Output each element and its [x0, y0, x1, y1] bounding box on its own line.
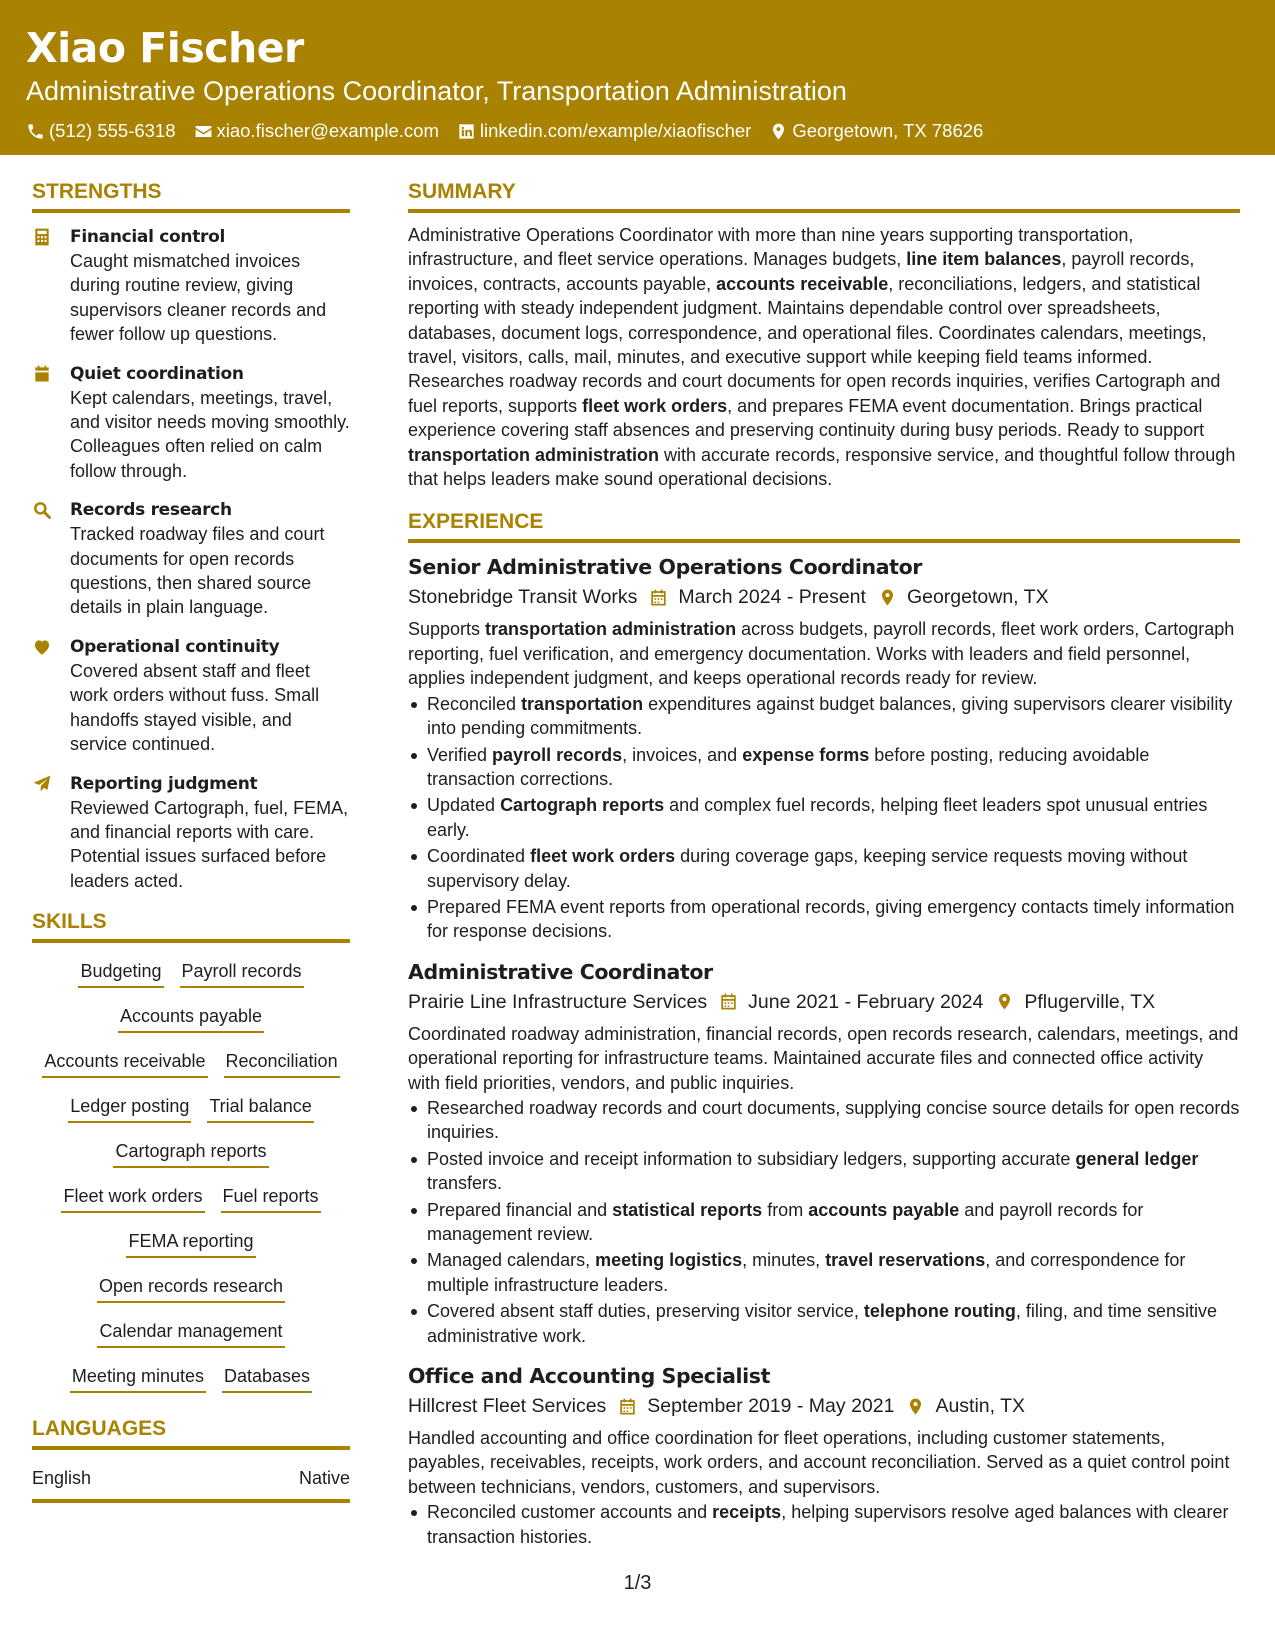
list-item: Covered absent staff duties, preserving visitor service, telephone routing, filing, and time sensitive administrative work. — [408, 1299, 1240, 1348]
heart-icon — [32, 637, 52, 657]
skill-tag: Fuel reports — [221, 1183, 321, 1213]
envelope-icon — [194, 122, 213, 141]
strength-desc: Kept calendars, meetings, travel, and visitor needs moving smoothly. Colleagues often relied on calm follow through. — [70, 387, 350, 481]
job-description: Supports transportation administration across budgets, payroll records, fleet work orders, Cartograph reporting, fuel verification, and emergency documentation. Works with leaders and field personnel, applies independent judgment, and keeps operational records ready for review. — [408, 619, 1235, 689]
skill-row — [32, 1003, 350, 1033]
strength-desc: Caught mismatched invoices during routine review, giving supervisors cleaner records and fewer follow up questions. — [70, 251, 327, 345]
strength-desc: Covered absent staff and fleet work orders without fuss. Small handoffs stayed visible, and service continued. — [70, 660, 320, 755]
languages-heading: LANGUAGES — [32, 1415, 350, 1450]
skill-row — [32, 1048, 350, 1078]
strength-title: Financial control — [70, 227, 226, 247]
contact-email[interactable] — [194, 120, 439, 142]
summary-heading: SUMMARY — [408, 178, 1240, 213]
right-column — [408, 178, 1240, 1551]
page-number: 1/3 — [623, 1572, 652, 1594]
skill-tag: Ledger posting — [68, 1093, 191, 1123]
linkedin-icon — [457, 122, 476, 141]
job-location: Pflugerville, TX — [1024, 990, 1156, 1013]
strength-item — [32, 498, 352, 620]
list-item: Reconciled customer accounts and receipts, helping supervisors resolve aged balances with clearer transaction histories. — [408, 1500, 1240, 1549]
skill-row — [32, 958, 350, 988]
job-dates: March 2024 - Present — [678, 586, 866, 609]
calculator-icon — [32, 227, 52, 247]
job-company: Hillcrest Fleet Services — [408, 1395, 607, 1418]
map-pin-icon — [995, 992, 1014, 1011]
job-meta — [408, 583, 1240, 611]
job-meta — [408, 988, 1240, 1016]
strengths-list — [32, 225, 352, 893]
strength-title: Reporting judgment — [70, 773, 258, 794]
phone-icon — [26, 122, 45, 141]
strength-title: Operational continuity — [70, 636, 280, 657]
job-title: Administrative Coordinator — [408, 959, 713, 984]
job-bullets — [408, 1096, 1240, 1348]
list-item: Managed calendars, meeting logistics, minutes, travel reservations, and correspondence for multiple infrastructure leaders. — [408, 1248, 1240, 1297]
skill-row — [32, 1363, 350, 1393]
job-title: Office and Accounting Specialist — [408, 1364, 771, 1389]
skill-tag: Calendar management — [97, 1318, 284, 1348]
list-item: Verified payroll records, invoices, and expense forms before posting, reducing avoidable transaction corrections. — [408, 743, 1240, 792]
skill-tag: Payroll records — [180, 958, 304, 988]
language-level: Native — [298, 1468, 350, 1489]
contact-phone-text: (512) 555-6318 — [49, 120, 176, 141]
calendar-icon — [618, 1397, 637, 1416]
list-item: Coordinated fleet work orders during coverage gaps, keeping service requests moving without supervisory delay. — [408, 844, 1240, 893]
contact-linkedin[interactable] — [457, 120, 751, 142]
strength-title: Records research — [70, 500, 232, 521]
job-entry — [408, 958, 1240, 1348]
job-location: Georgetown, TX — [906, 586, 1049, 609]
job-entry — [408, 553, 1240, 943]
job-description: Coordinated roadway administration, financial records, open records research, calendars, meetings, and operational reporting for infrastructure teams. Maintained accurate files and connected office activity with field priorities, vendors, and public inquiries. — [408, 1023, 1239, 1093]
job-description: Handled accounting and office coordination for fleet operations, including customer statements, payables, receivables, receipts, work orders, and account reconciliation. Served as a quiet control point between technicians, vendors, customers, and supervisors. — [408, 1428, 1230, 1497]
skill-row — [32, 1228, 350, 1258]
job-entry — [408, 1362, 1240, 1549]
skill-row — [32, 1138, 350, 1168]
job-bullets — [408, 692, 1240, 944]
contact-bar — [26, 120, 1249, 142]
skill-tag: Databases — [222, 1363, 312, 1393]
job-company: Prairie Line Infrastructure Services — [408, 990, 708, 1013]
candidate-headline: Administrative Operations Coordinator, Transportation Administration — [26, 76, 847, 106]
strength-item — [32, 225, 352, 347]
contact-location-text: Georgetown, TX 78626 — [792, 120, 984, 141]
skill-tag: Open records research — [97, 1273, 285, 1303]
job-bullets — [408, 1500, 1240, 1549]
candidate-name: Xiao Fischer — [26, 24, 304, 72]
left-column — [32, 178, 352, 1503]
job-title: Senior Administrative Operations Coordinator — [408, 555, 922, 580]
skill-row — [32, 1183, 350, 1213]
skill-tag: Fleet work orders — [61, 1183, 204, 1213]
map-pin-icon — [769, 122, 788, 141]
calendar-icon — [719, 992, 738, 1011]
skill-row — [32, 1318, 350, 1348]
calendar-icon — [649, 588, 668, 607]
skill-tag: Trial balance — [207, 1093, 313, 1123]
languages-list — [32, 1465, 350, 1503]
strengths-heading: STRENGTHS — [32, 178, 350, 213]
skills-heading: SKILLS — [32, 908, 350, 943]
skill-tag: Accounts receivable — [42, 1048, 207, 1078]
paper-plane-icon — [32, 774, 52, 794]
summary-text: Administrative Operations Coordinator with more than nine years supporting transportation, infrastructure, and fleet service operations. Manages budgets, line item balances, payroll records, invoices, contracts, accounts payable, accounts receivable, reconciliations, ledgers, and statistical reporting with steady independent judgment. Maintains dependable control over spreadsheets, databases, document logs, correspondence, and operational files. Coordinates calendars, meetings, travel, visitors, calls, mail, minutes, and executive support while keeping field teams informed. Researches roadway records and court documents for open records inquiries, verifies Cartograph and fuel reports, supports fleet work orders, and prepares FEMA event documentation. Brings practical experience covering staff absences and preserving continuity during busy periods. Ready to support transportation administration with accurate records, responsive service, and thoughtful follow through that helps leaders make sound operational decisions. — [408, 225, 1236, 490]
strength-item — [32, 635, 352, 757]
strength-item — [32, 772, 352, 894]
job-company: Stonebridge Transit Works — [408, 586, 638, 609]
skill-tag: Reconciliation — [224, 1048, 340, 1078]
strength-desc: Reviewed Cartograph, fuel, FEMA, and financial reports with care. Potential issues surfaced before leaders acted. — [70, 797, 349, 891]
map-pin-icon — [878, 588, 897, 607]
skill-tag: Accounts payable — [118, 1003, 264, 1033]
skill-row — [32, 1093, 350, 1123]
list-item: Posted invoice and receipt information to subsidiary ledgers, supporting accurate general ledger transfers. — [408, 1147, 1240, 1196]
job-dates: June 2021 - February 2024 — [748, 990, 984, 1013]
skill-row — [32, 1273, 350, 1303]
list-item: Prepared FEMA event reports from operational records, giving emergency contacts timely information for response decisions. — [408, 895, 1240, 944]
list-item: Researched roadway records and court documents, supplying concise source details for open records inquiries. — [408, 1096, 1240, 1145]
search-icon — [32, 500, 52, 520]
list-item: Prepared financial and statistical reports from accounts payable and payroll records for management review. — [408, 1198, 1240, 1247]
language-item — [32, 1465, 350, 1503]
job-dates: September 2019 - May 2021 — [647, 1395, 895, 1418]
job-location: Austin, TX — [935, 1395, 1026, 1418]
list-item: Reconciled transportation expenditures against budget balances, giving supervisors clearer visibility into pending commitments. — [408, 692, 1240, 741]
skill-tag: Meeting minutes — [70, 1363, 206, 1393]
strength-desc: Tracked roadway files and court documents for open records questions, then shared source details in plain language. — [70, 524, 325, 618]
list-item: Updated Cartograph reports and complex fuel records, helping fleet leaders spot unusual entries early. — [408, 793, 1240, 842]
map-pin-icon — [906, 1397, 925, 1416]
job-meta — [408, 1392, 1240, 1420]
contact-location — [769, 120, 983, 142]
contact-phone[interactable] — [26, 120, 176, 142]
contact-linkedin-text: linkedin.com/example/xiaofischer — [479, 120, 752, 141]
skills-list — [32, 958, 350, 1393]
skill-tag: Cartograph reports — [113, 1138, 268, 1168]
skill-tag: FEMA reporting — [126, 1228, 255, 1258]
contact-email-text: xiao.fischer@example.com — [216, 120, 439, 141]
skill-tag: Budgeting — [78, 958, 163, 988]
experience-heading: EXPERIENCE — [408, 508, 1240, 543]
language-name: English — [32, 1468, 92, 1489]
strength-item — [32, 362, 352, 484]
resume-header — [0, 0, 1275, 155]
calendar-icon — [32, 364, 52, 384]
strength-title: Quiet coordination — [70, 363, 244, 384]
